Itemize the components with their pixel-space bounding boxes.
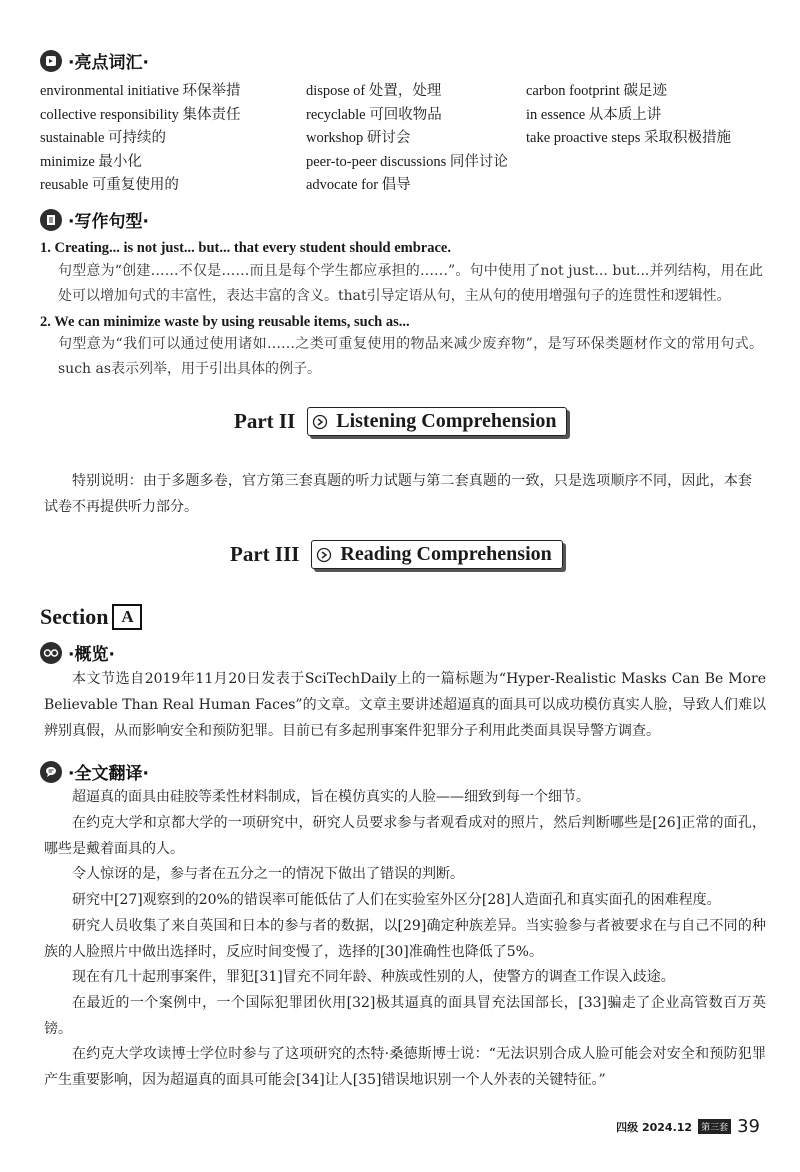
vocab-item: environmental initiative 环保举措 — [40, 83, 241, 99]
part-2-box — [307, 407, 567, 436]
part-3-box — [311, 540, 562, 569]
translation-paragraph-7: 在最近的一个案例中，一个国际犯罪团伙用[32]极其逼真的面具冒充法国部长，[33]骗走了企业高管数百万英镑。 — [44, 995, 766, 1037]
part-3-label: Part III — [230, 542, 300, 566]
translation-header — [40, 759, 149, 784]
pattern-1-sentence: 1. Creating... is not just... but... that every student should embrace. — [40, 240, 451, 256]
part-3-banner — [230, 540, 563, 569]
translation-paragraph-5: 研究人员收集了来自英国和日本的参与者的数据，以[29]确定种族差异。当实验参与者被要求在与自己不同的种族的人脸照片中做出选择时，反应时间变慢了，选择的[30]准确性也降低了5%。 — [44, 918, 766, 960]
arrow-icon — [316, 547, 332, 563]
part-2-label: Part II — [234, 409, 296, 433]
section-letter-box — [112, 604, 142, 630]
overview-header — [40, 640, 115, 665]
vocab-item: reusable 可重复使用的 — [40, 177, 179, 193]
highlights-title: ·亮点词汇· — [68, 53, 149, 73]
section-word: Section — [40, 604, 109, 629]
translation-paragraph-2: 在约克大学和京都大学的一项研究中，研究人员要求参与者观看成对的照片，然后判断哪些是[26]正常的面孔，哪些是戴着面具的人。 — [44, 815, 766, 857]
part-3-name: Reading Comprehension — [340, 543, 552, 565]
page-number: 39 — [737, 1116, 760, 1137]
pattern-1-explanation: 句型意为“创建……不仅是……而且是每个学生都应承担的……”。句中使用了not just... but...并列结构，用在此处可以增加句式的丰富性，表达丰富的含义。that引导定语从句，主从句的使用增强句子的连贯性和逻辑性。 — [58, 263, 763, 304]
patterns-header — [40, 207, 149, 232]
pattern-2-explanation: 句型意为“我们可以通过使用诸如……之类可重复使用的物品来减少废弃物”，是写环保类题材作文的常用句式。such as表示列举，用于引出具体的例子。 — [58, 336, 763, 377]
arrow-icon — [312, 414, 328, 430]
translation-paragraph-1: 超逼真的面具由硅胶等柔性材料制成，旨在模仿真实的人脸——细致到每一个细节。 — [72, 789, 590, 805]
pattern-2-sentence: 2. We can minimize waste by using reusable items, such as... — [40, 314, 410, 330]
translation-paragraph-8: 在约克大学攻读博士学位时参与了这项研究的杰特·桑德斯博士说：“无法识别合成人脸可能会对安全和预防犯罪产生重要影响，因为超逼真的面具可能会[34]让人[35]错误地识别一个人外表的关键特征。” — [44, 1046, 766, 1088]
vocab-item: in essence 从本质上讲 — [526, 106, 662, 123]
part-2-name: Listening Comprehension — [336, 410, 557, 432]
vocab-column-3 — [526, 80, 731, 151]
glasses-icon — [40, 642, 62, 664]
vocab-column-2 — [306, 80, 508, 198]
vocab-item: collective responsibility 集体责任 — [40, 106, 241, 123]
vocab-item: dispose of 处置，处理 — [306, 83, 442, 99]
patterns-title: ·写作句型· — [68, 212, 149, 232]
footer-info: 四级 2024.12 — [616, 1120, 693, 1134]
page-footer — [616, 1116, 760, 1137]
translation-title: ·全文翻译· — [68, 764, 149, 784]
section-letter: A — [121, 607, 134, 626]
vocab-item: sustainable 可持续的 — [40, 130, 167, 146]
vocab-item: peer-to-peer discussions 同伴讨论 — [306, 153, 508, 170]
vocab-item: take proactive steps 采取积极措施 — [526, 130, 731, 146]
section-heading — [40, 604, 142, 630]
translation-paragraph-6: 现在有几十起刑事案件，罪犯[31]冒充不同年龄、种族或性别的人，使警方的调查工作误入歧途。 — [72, 969, 675, 985]
vocab-item: minimize 最小化 — [40, 153, 142, 170]
part-2-banner — [234, 407, 567, 436]
vocab-item: recyclable 可回收物品 — [306, 106, 442, 123]
translation-paragraph-4: 研究中[27]观察到的20%的错误率可能低估了人们在实验室外区分[28]人造面孔和真实面孔的困难程度。 — [72, 892, 721, 908]
highlights-header — [40, 48, 149, 73]
vocab-item: advocate for 倡导 — [306, 177, 411, 193]
listening-note: 特别说明：由于多题多卷，官方第三套真题的听力试题与第二套真题的一致，只是选项顺序不同，因此，本套试卷不再提供听力部分。 — [44, 473, 752, 515]
overview-text: 本文节选自2019年11月20日发表于SciTechDaily上的一篇标题为“Hyper-Realistic Masks Can Be More Believable Than Real Human Faces”的文章。文章主要讲述超逼真的面具可以成功模仿真实人脸，导致人们难以辨别真假，从而影响安全和预防犯罪。目前已有多起刑事案件犯罪分子利用此类面具误导警方调查。 — [44, 671, 766, 739]
overview-title: ·概览· — [68, 645, 115, 665]
vocab-item: carbon footprint 碳足迹 — [526, 83, 667, 99]
translation-icon — [40, 761, 62, 783]
footer-tag: 第三套 — [698, 1119, 731, 1134]
vocabulary-icon — [40, 50, 62, 72]
writing-icon — [40, 209, 62, 231]
translation-paragraph-3: 令人惊讶的是，参与者在五分之一的情况下做出了错误的判断。 — [72, 866, 464, 882]
vocab-column-1 — [40, 80, 241, 198]
vocab-item: workshop 研讨会 — [306, 130, 411, 146]
